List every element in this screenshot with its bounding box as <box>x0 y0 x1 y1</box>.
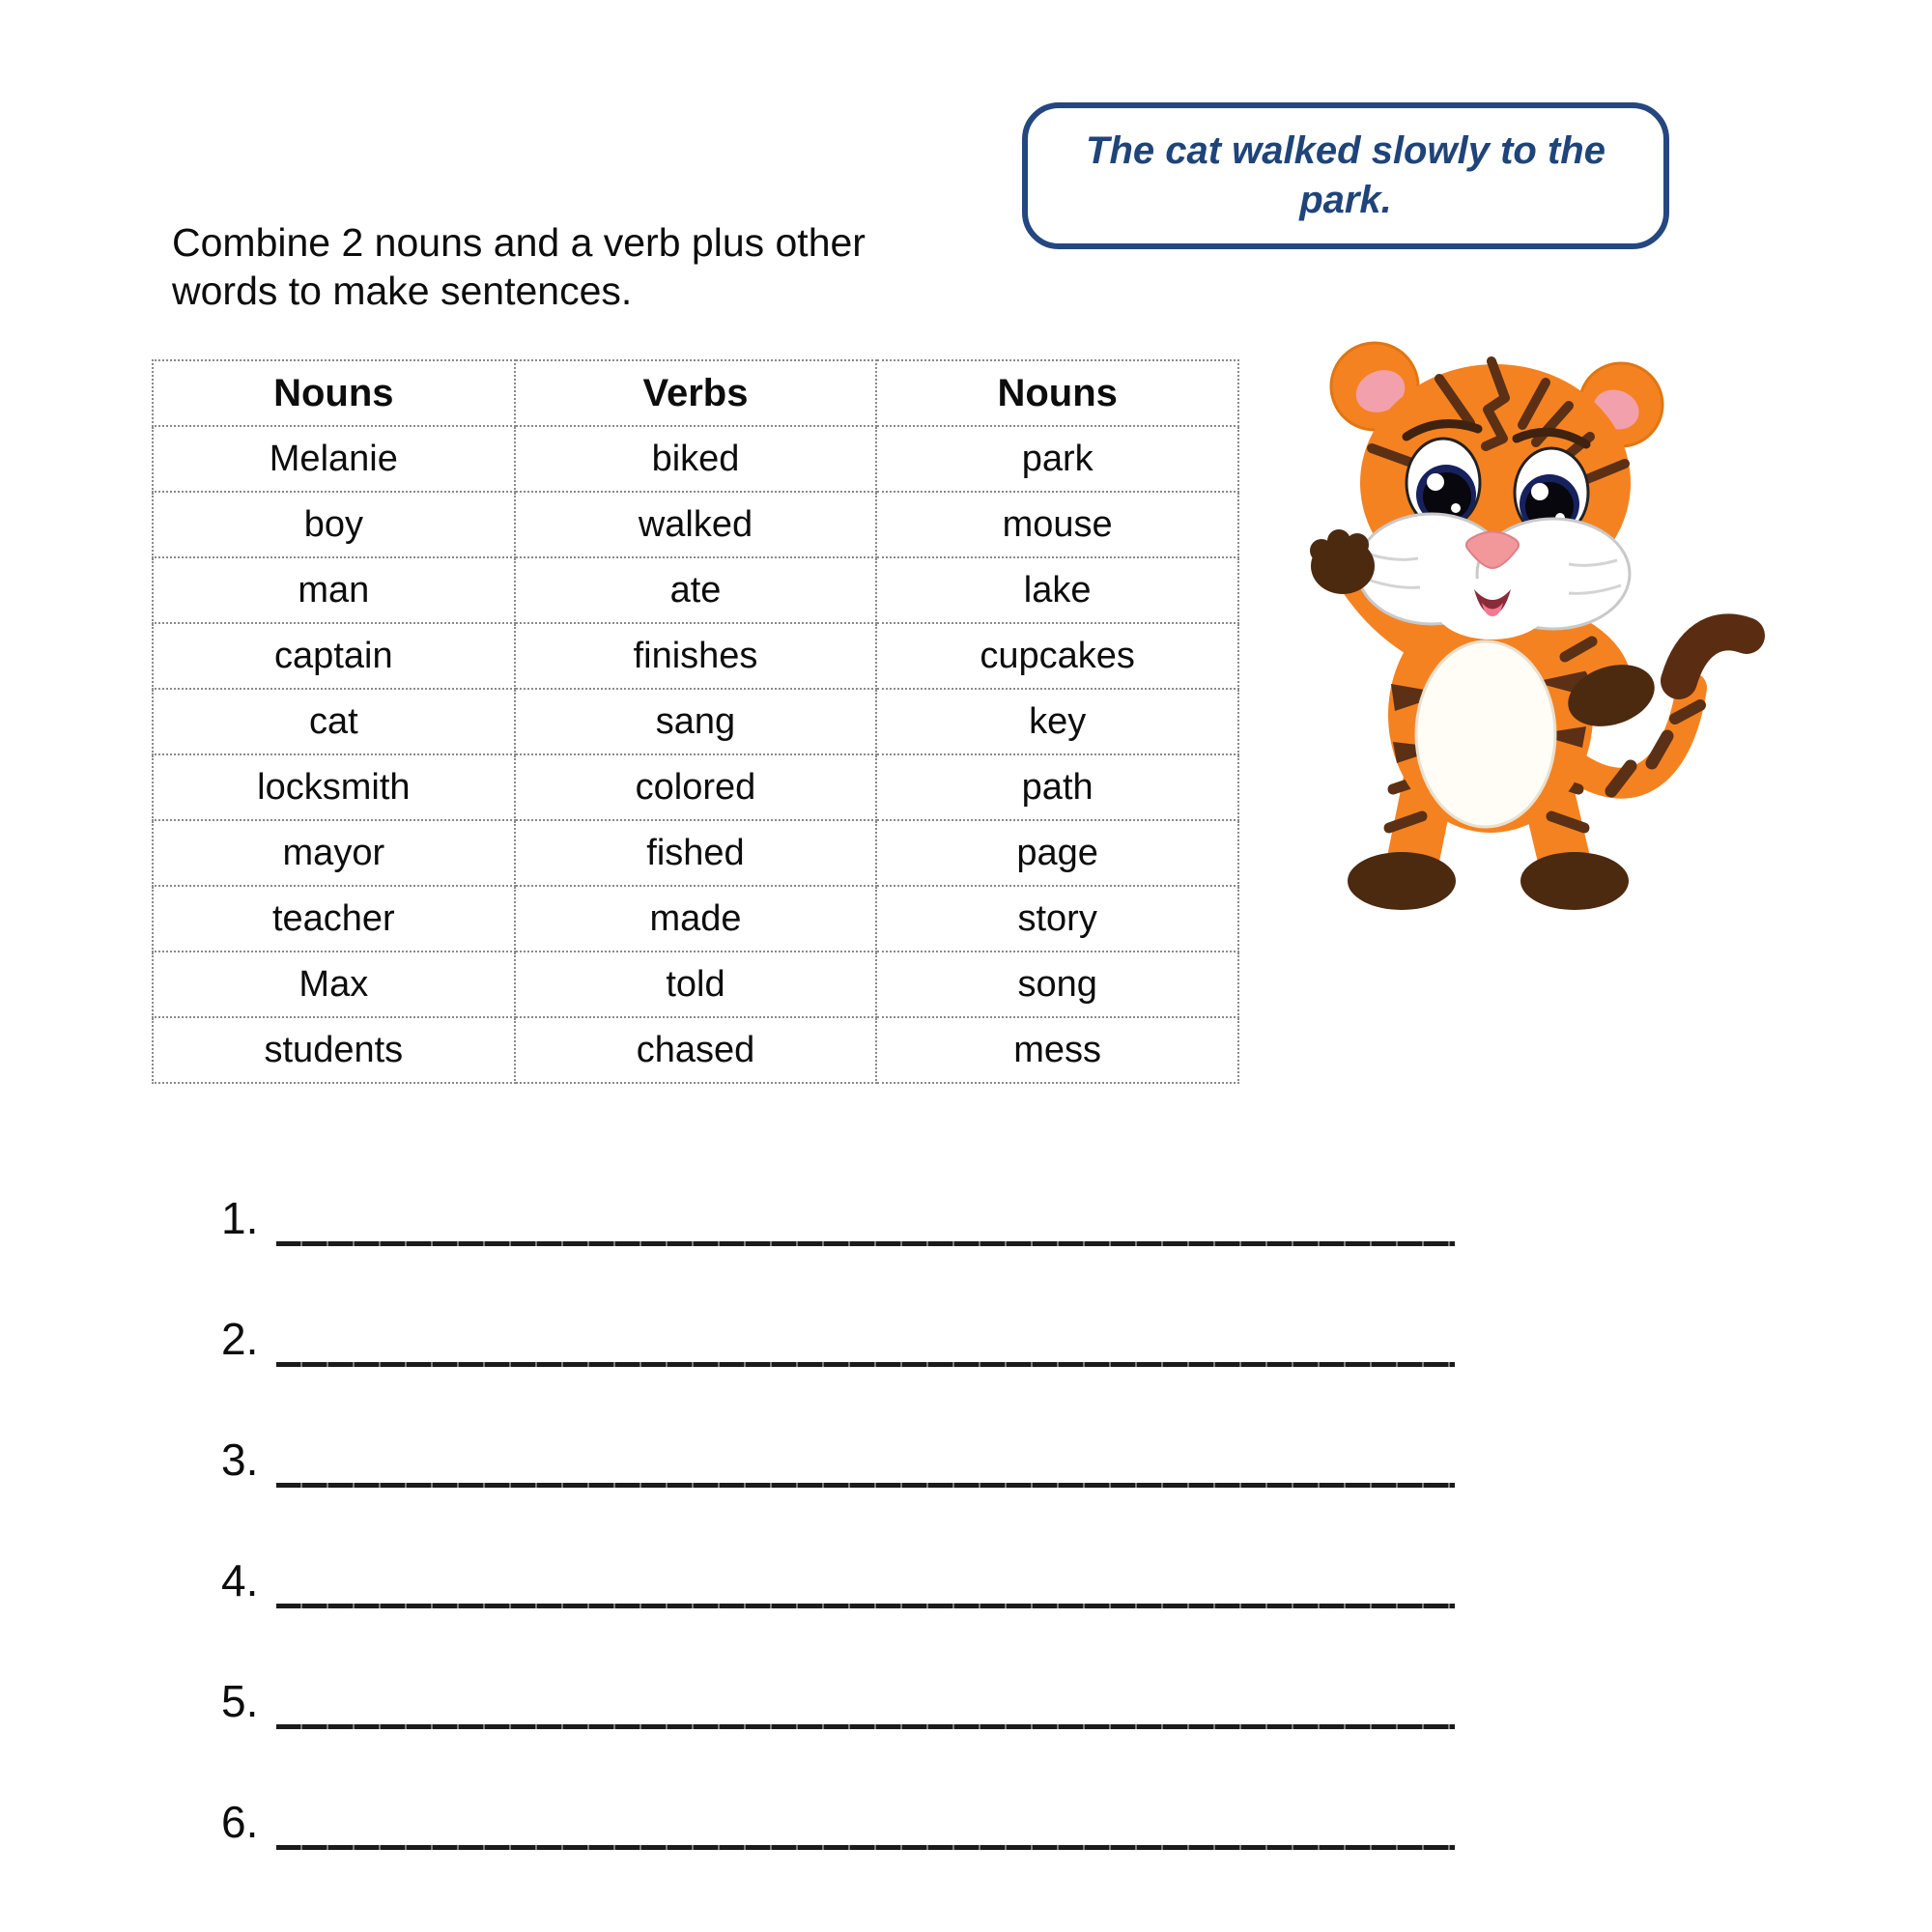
answer-row <box>221 1434 1455 1485</box>
table-row <box>153 492 1238 557</box>
table-row <box>153 623 1238 689</box>
table-row <box>153 952 1238 1017</box>
answer-row <box>221 1796 1455 1847</box>
table-row <box>153 886 1238 952</box>
table-cell: path <box>876 754 1238 820</box>
table-row <box>153 1017 1238 1083</box>
table-cell: cat <box>153 689 515 754</box>
answer-row <box>221 1313 1455 1364</box>
table-cell: mess <box>876 1017 1238 1083</box>
tiger-cub-drawing <box>1293 301 1776 929</box>
table-cell: song <box>876 952 1238 1017</box>
word-table <box>152 359 1239 1084</box>
example-sentence-box <box>1022 102 1669 249</box>
answer-number: 3. <box>221 1435 259 1485</box>
table-cell: man <box>153 557 515 623</box>
table-cell: locksmith <box>153 754 515 820</box>
answer-blank-line <box>276 1483 1455 1488</box>
answer-row <box>221 1192 1455 1243</box>
table-cell: key <box>876 689 1238 754</box>
table-cell: boy <box>153 492 515 557</box>
answer-number: 6. <box>221 1797 259 1847</box>
table-cell: mouse <box>876 492 1238 557</box>
table-cell: teacher <box>153 886 515 952</box>
answer-number: 5. <box>221 1676 259 1726</box>
answer-blank-line <box>276 1241 1455 1246</box>
table-header-row <box>153 360 1238 426</box>
table-cell: Max <box>153 952 515 1017</box>
answer-number: 4. <box>221 1555 259 1605</box>
answer-blank-line <box>276 1724 1455 1729</box>
table-cell: fished <box>515 820 877 886</box>
table-cell: finishes <box>515 623 877 689</box>
table-cell: biked <box>515 426 877 492</box>
table-cell: told <box>515 952 877 1017</box>
answer-blank-line <box>276 1845 1455 1850</box>
answer-row <box>221 1554 1455 1603</box>
table-cell: colored <box>515 754 877 820</box>
table-cell: chased <box>515 1017 877 1083</box>
table-row <box>153 754 1238 820</box>
example-sentence-text: The cat walked slowly to the park. <box>1086 128 1605 221</box>
column-header-nouns-2: Nouns <box>876 360 1238 426</box>
table-cell: mayor <box>153 820 515 886</box>
table-cell: made <box>515 886 877 952</box>
column-header-nouns-1: Nouns <box>153 360 515 426</box>
tiger-illustration <box>1293 301 1776 929</box>
table-cell: park <box>876 426 1238 492</box>
answer-lines-section <box>221 1192 1455 1917</box>
table-cell: lake <box>876 557 1238 623</box>
table-cell: cupcakes <box>876 623 1238 689</box>
column-header-verbs: Verbs <box>515 360 877 426</box>
table-row <box>153 689 1238 754</box>
answer-number: 2. <box>221 1314 259 1364</box>
table-cell: walked <box>515 492 877 557</box>
answer-blank-line <box>276 1362 1455 1367</box>
answer-blank-line <box>276 1604 1455 1608</box>
table-cell: students <box>153 1017 515 1083</box>
answer-row <box>221 1675 1455 1726</box>
table-row <box>153 820 1238 886</box>
table-cell: story <box>876 886 1238 952</box>
instructions-text: Combine 2 nouns and a verb plus other words to make sentences. <box>172 220 866 314</box>
table-cell: sang <box>515 689 877 754</box>
table-row <box>153 426 1238 492</box>
table-cell: captain <box>153 623 515 689</box>
table-cell: ate <box>515 557 877 623</box>
table-cell: Melanie <box>153 426 515 492</box>
table-cell: page <box>876 820 1238 886</box>
answer-number: 1. <box>221 1193 259 1243</box>
table-row <box>153 557 1238 623</box>
